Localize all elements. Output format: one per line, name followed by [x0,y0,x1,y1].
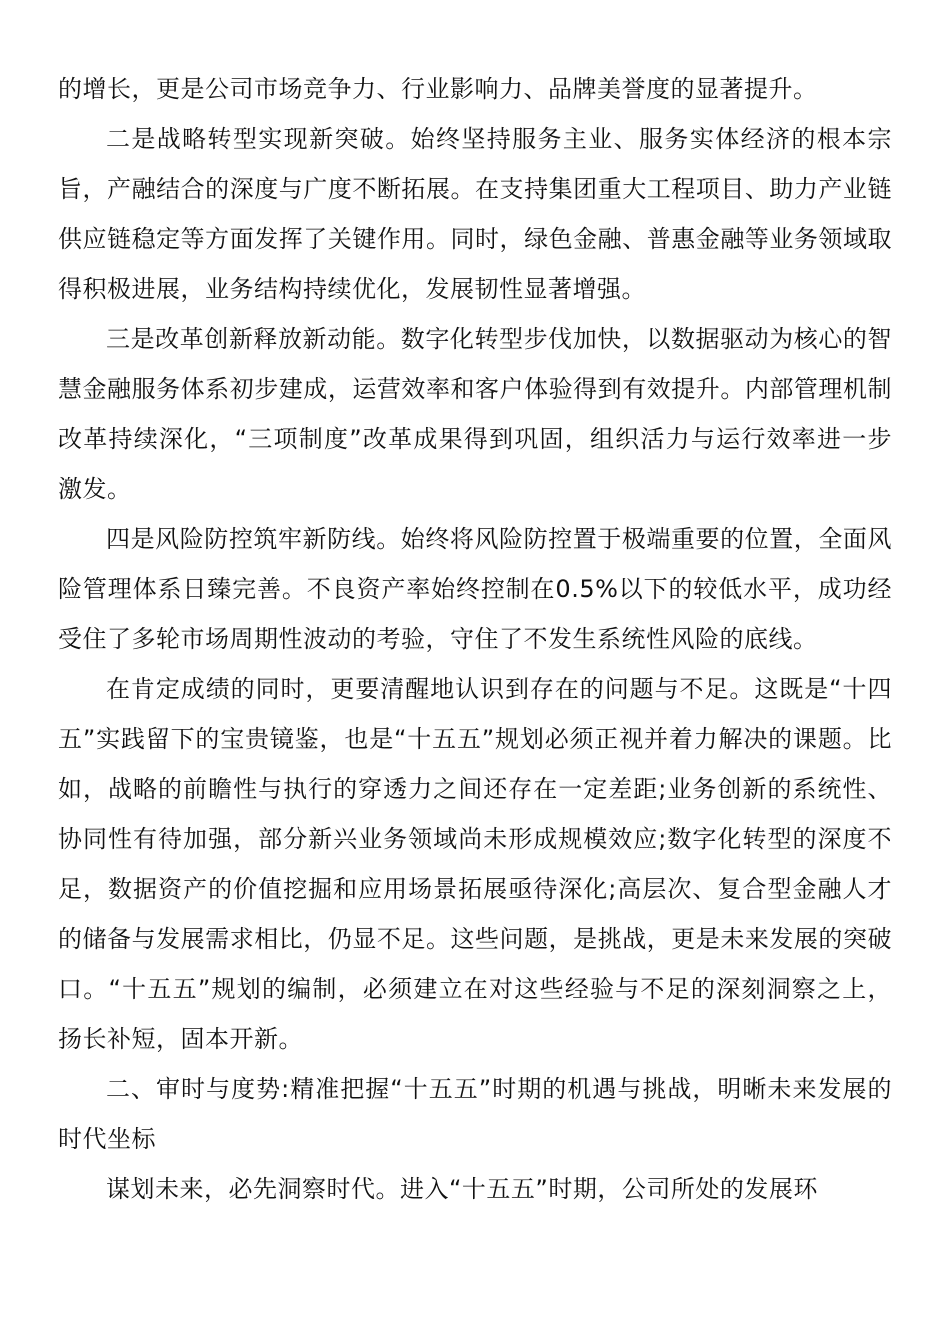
paragraph-reform-innovation: 三是改革创新释放新动能。数字化转型步伐加快，以数据驱动为核心的智慧金融服务体系初步建成，运营效率和客户体验得到有效提升。内部管理机制改革持续深化，“三项制度”改革成果得到巩固，组织活力与运行效率进一步激发。 [58,325,892,503]
paragraph-problems-shortcomings: 在肯定成绩的同时，更要清醒地认识到存在的问题与不足。这既是“十四五”实践留下的宝贵镜鉴，也是“十五五”规划必须正视并着力解决的课题。比如，战略的前瞻性与执行的穿透力之间还存在一定差距;业务创新的系统性、协同性有待加强，部分新兴业务领域尚未形成规模效应;数字化转型的深度不足，数据资产的价值挖掘和应用场景拓展亟待深化;高层次、复合型金融人才的储备与发展需求相比，仍显不足。这些问题，是挑战，更是未来发展的突破口。“十五五”规划的编制，必须建立在对这些经验与不足的深刻洞察之上，扬长补短，固本开新。 [58,675,892,1053]
paragraph-insight-era: 谋划未来，必先洞察时代。进入“十五五”时期，公司所处的发展环 [106,1175,818,1203]
document-page [58,64,892,1214]
section-heading-two: 二、审时与度势:精准把握“十五五”时期的机遇与挑战，明晰未来发展的时代坐标 [58,1075,892,1153]
paragraph-continuation: 的增长，更是公司市场竞争力、行业影响力、品牌美誉度的显著提升。 [58,75,818,103]
paragraph-risk-control: 四是风险防控筑牢新防线。始终将风险防控置于极端重要的位置，全面风险管理体系日臻完善。不良资产率始终控制在0.5%以下的较低水平，成功经受住了多轮市场周期性波动的考验，守住了不发生系统性风险的底线。 [58,525,892,653]
paragraph-strategic-transformation: 二是战略转型实现新突破。始终坚持服务主业、服务实体经济的根本宗旨，产融结合的深度与广度不断拓展。在支持集团重大工程项目、助力产业链供应链稳定等方面发挥了关键作用。同时，绿色金融、普惠金融等业务领域取得积极进展，业务结构持续优化，发展韧性显著增强。 [58,125,892,303]
